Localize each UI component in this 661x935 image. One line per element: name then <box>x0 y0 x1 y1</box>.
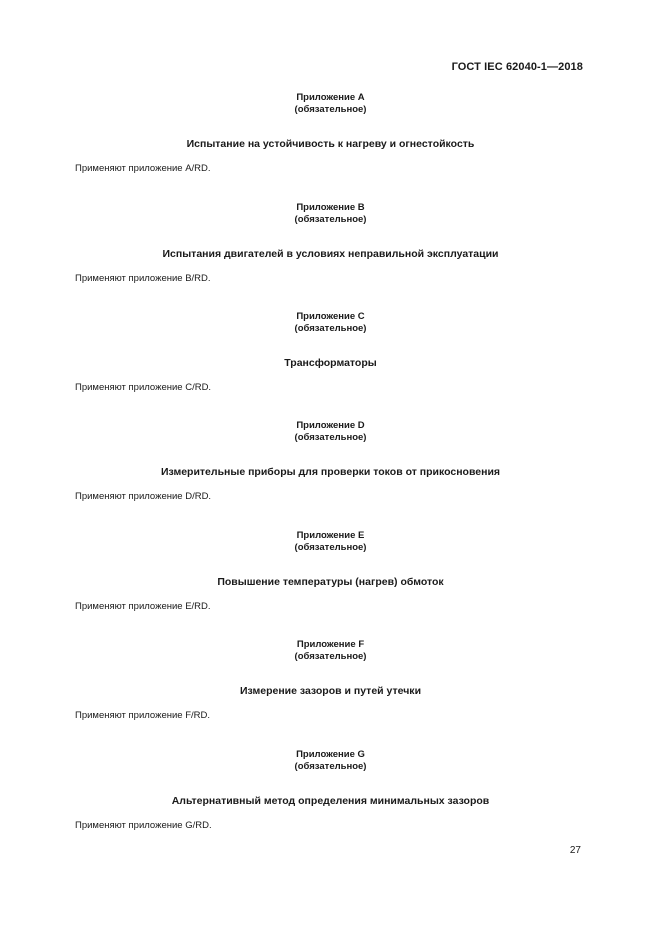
annex-status: (обязательное) <box>294 651 367 662</box>
annex-body-text: Применяют приложение F/RD. <box>75 710 211 721</box>
annex-status: (обязательное) <box>294 214 367 225</box>
annex-status: (обязательное) <box>294 761 367 772</box>
annex-status: (обязательное) <box>294 104 367 115</box>
annex-title: Приложение F <box>296 639 365 650</box>
annex-body-text: Применяют приложение A/RD. <box>75 163 211 174</box>
annex-status: (обязательное) <box>294 323 367 334</box>
page-number: 27 <box>569 845 581 856</box>
annex-title: Приложение Е <box>296 530 365 541</box>
annex-body-text: Применяют приложение E/RD. <box>75 601 211 612</box>
annex-body-text: Применяют приложение G/RD. <box>75 820 212 831</box>
annex-title: Приложение А <box>296 92 365 103</box>
annex-title: Приложение С <box>296 311 365 322</box>
annex-body-text: Применяют приложение B/RD. <box>75 273 211 284</box>
annex-heading: Повышение температуры (нагрев) обмоток <box>217 576 444 588</box>
annex-status: (обязательное) <box>294 432 367 443</box>
annex-title: Приложение D <box>296 420 365 431</box>
annex-heading: Испытания двигателей в условиях неправильной эксплуатации <box>162 248 499 260</box>
document-standard-header: ГОСТ IEC 62040-1—2018 <box>451 61 583 73</box>
annex-title: Приложение В <box>296 202 365 213</box>
annex-body-text: Применяют приложение D/RD. <box>75 491 212 502</box>
annex-status: (обязательное) <box>294 542 367 553</box>
annex-heading: Альтернативный метод определения минимальных зазоров <box>171 795 490 807</box>
annex-heading: Измерительные приборы для проверки токов от прикосновения <box>160 466 501 478</box>
annex-title: Приложение G <box>296 749 365 760</box>
annex-heading: Трансформаторы <box>284 357 377 369</box>
annex-heading: Измерение зазоров и путей утечки <box>239 685 422 697</box>
annex-heading: Испытание на устойчивость к нагреву и огнестойкость <box>186 138 475 150</box>
annex-body-text: Применяют приложение C/RD. <box>75 382 212 393</box>
